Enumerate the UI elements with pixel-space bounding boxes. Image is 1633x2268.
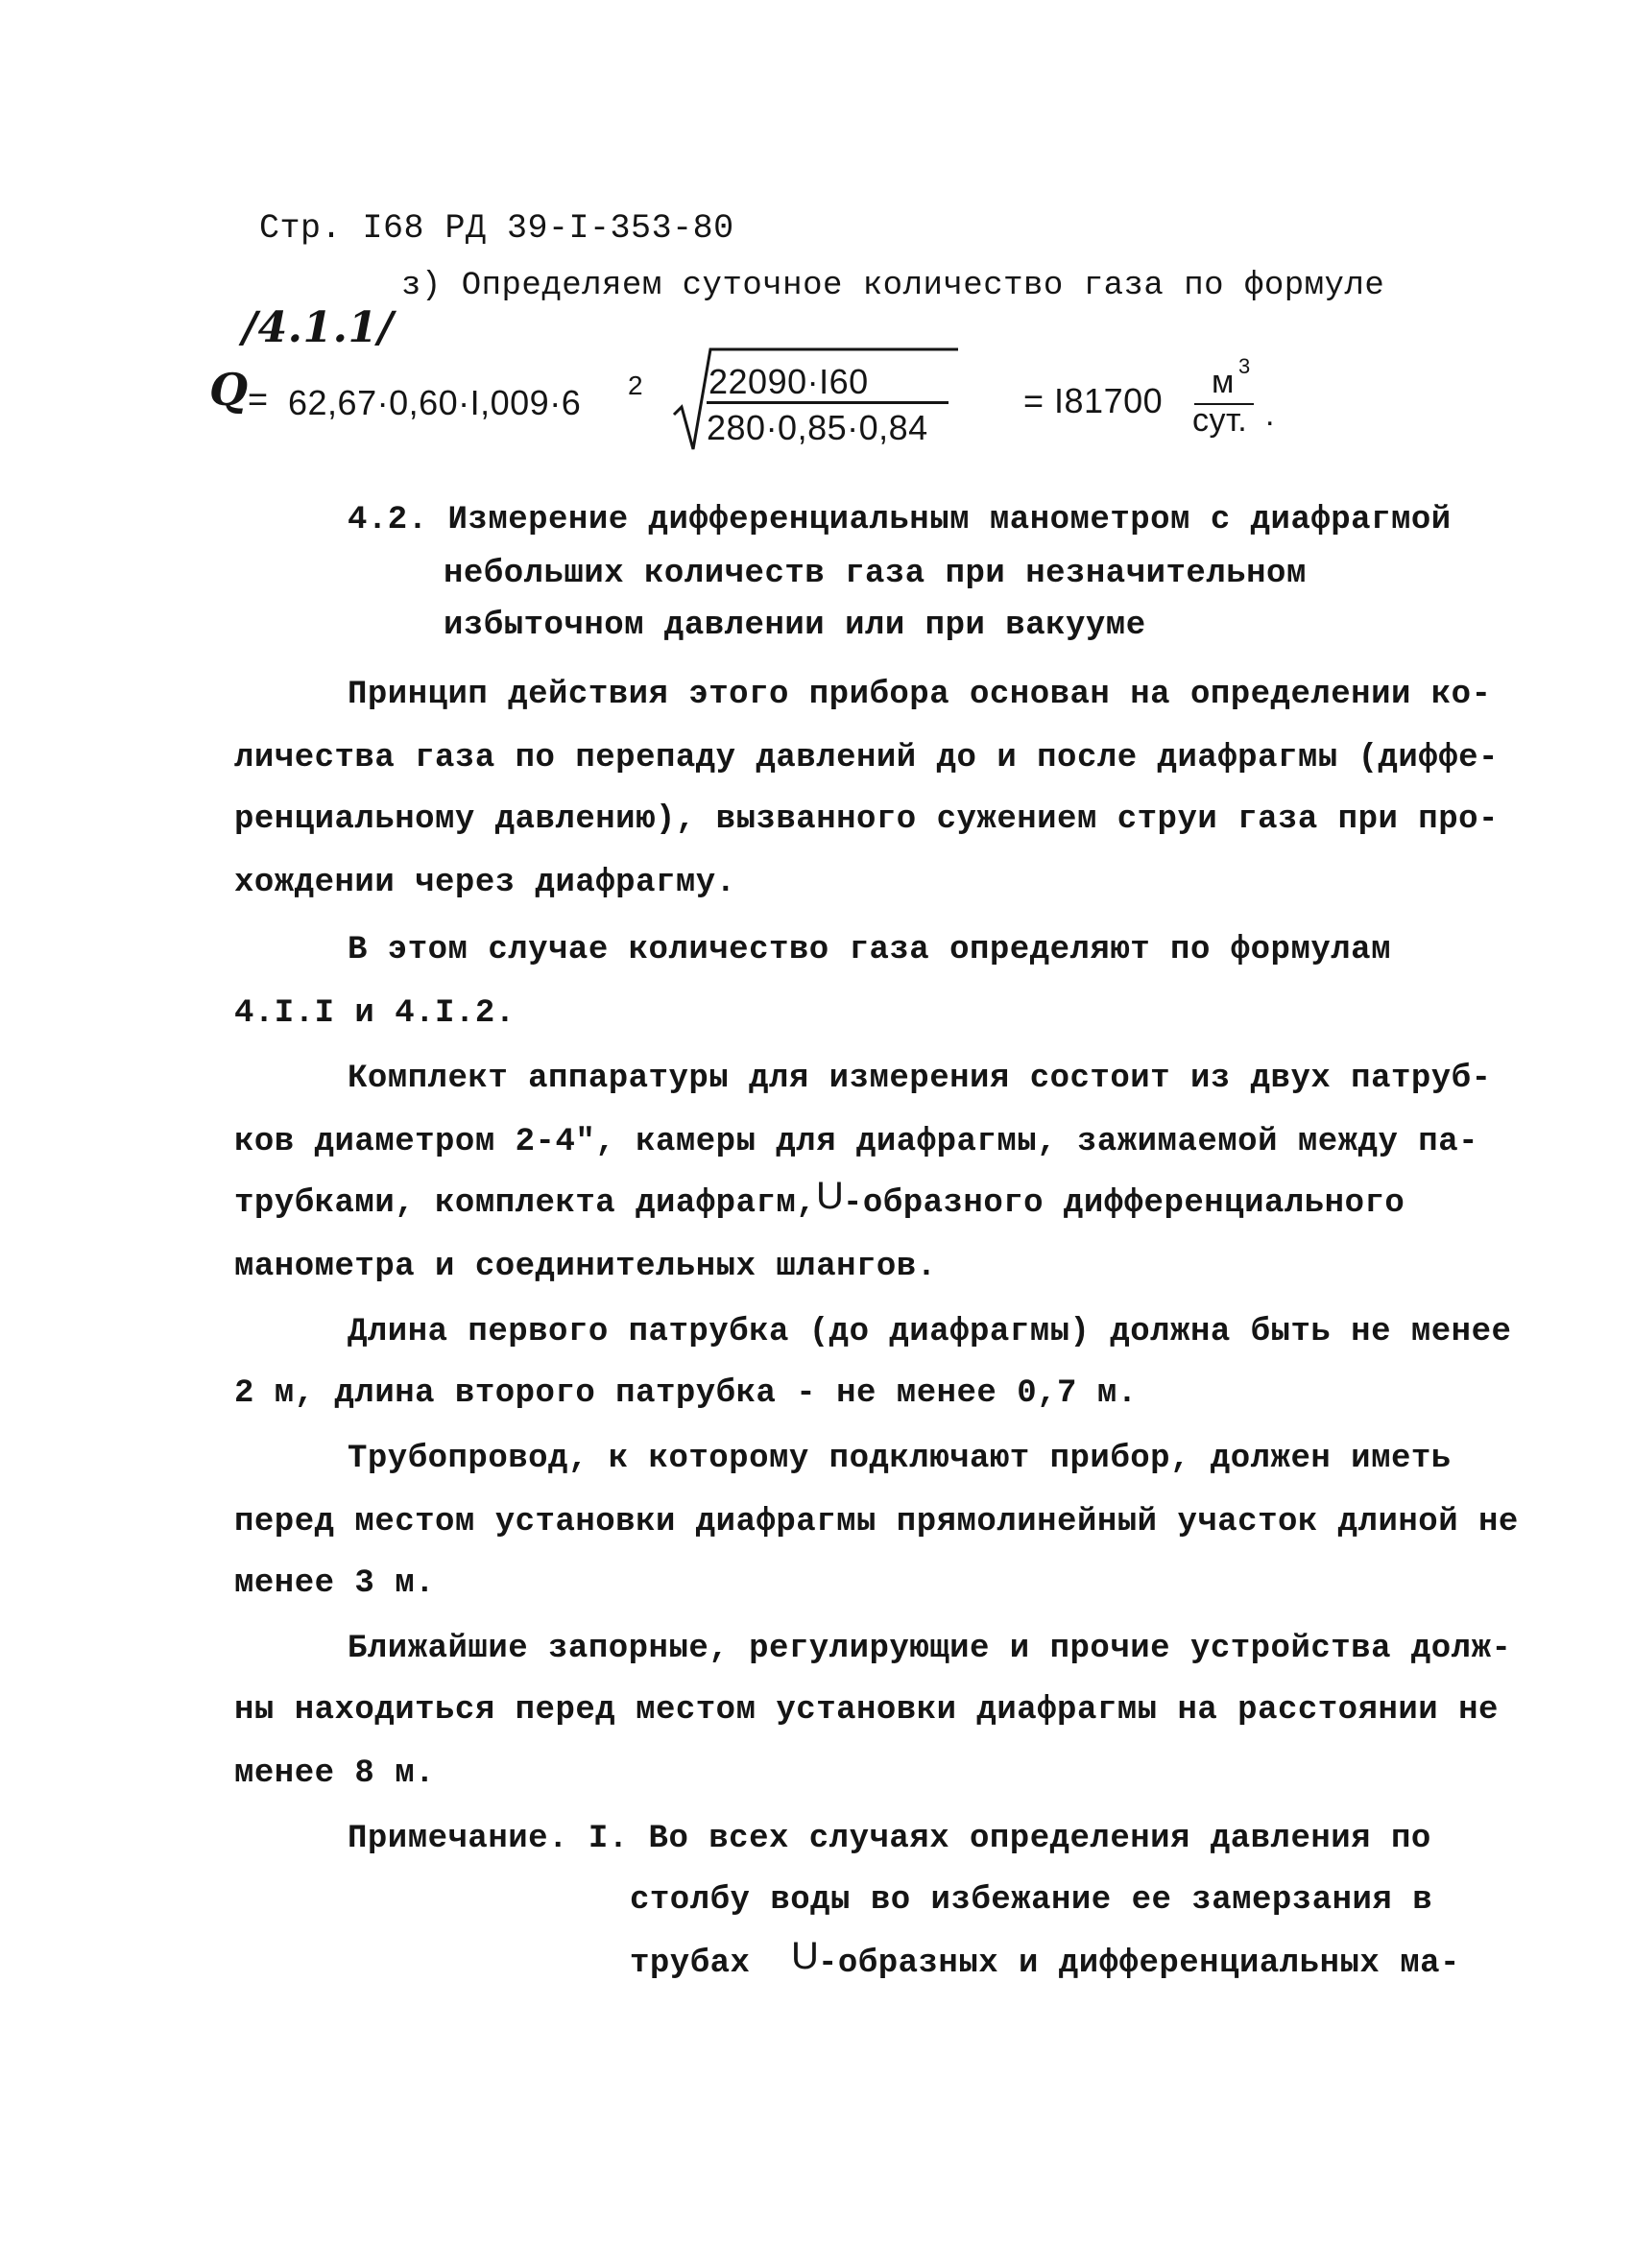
paragraph-4-line-1: Длина первого патрубка (до диафрагмы) должна быть не менее xyxy=(348,1314,1512,1350)
paragraph-4-line-2: 2 м, длина второго патрубка - не менее 0,7 м. xyxy=(234,1375,1138,1412)
unit-denominator: сут. xyxy=(1192,402,1248,439)
note-line-3b: -образных и дифференциальных ма- xyxy=(818,1946,1460,1982)
unit-power: 3 xyxy=(1238,354,1251,378)
paragraph-6-line-1: Ближайшие запорные, регулирующие и прочие устройства долж- xyxy=(348,1631,1512,1667)
formula-numerator: 22090·I60 xyxy=(708,362,869,401)
u-tube-symbol: U xyxy=(816,1175,845,1217)
paragraph-2-line-2: 4.I.I и 4.I.2. xyxy=(234,995,516,1032)
paragraph-1-line-2: личества газа по перепаду давлений до и после диафрагмы (диффе- xyxy=(234,740,1499,776)
formula-result: = I81700 xyxy=(1023,381,1164,420)
unit-numerator: м xyxy=(1212,364,1235,400)
paragraph-3-line-2: ков диаметром 2-4", камеры для диафрагмы, зажимаемой между па- xyxy=(234,1124,1479,1160)
handwritten-formula-ref: /4.1.1/ xyxy=(242,303,395,352)
formula-q-symbol: Q xyxy=(209,364,249,416)
paragraph-2-line-1: В этом случае количество газа определяют по формулам xyxy=(348,932,1391,968)
paragraph-6-line-2: ны находиться перед местом установки диафрагмы на расстоянии не xyxy=(234,1692,1499,1729)
note-line-3a: трубах xyxy=(630,1946,751,1982)
u-tube-symbol-note: U xyxy=(791,1935,820,1977)
paragraph-1-line-1: Принцип действия этого прибора основан на определении ко- xyxy=(348,677,1492,713)
paragraph-3-line-1: Комплект аппаратуры для измерения состоит из двух патруб- xyxy=(348,1061,1492,1097)
formula-end-period: . xyxy=(1265,396,1275,433)
formula-equals: = xyxy=(248,379,269,418)
paragraph-3-line-4: манометра и соединительных шлангов. xyxy=(234,1249,937,1285)
paragraph-3-line-3b: -образного дифференциального xyxy=(843,1185,1405,1222)
paragraph-1-line-4: хождении через диафрагму. xyxy=(234,865,736,901)
paragraph-3-line-3a: трубками, комплекта диафрагм, xyxy=(234,1185,817,1222)
formula-intro: з) Определяем суточное количество газа по формуле xyxy=(401,268,1385,304)
formula-power: 2 xyxy=(628,370,644,400)
paragraph-6-line-3: менее 8 м. xyxy=(234,1755,436,1792)
section-heading-line-3: избыточном давлении или при вакууме xyxy=(444,608,1146,644)
formula-denominator: 280·0,85·0,84 xyxy=(707,408,928,447)
page-header: Стр. I68 РД 39-I-353-80 xyxy=(259,209,734,248)
paragraph-5-line-1: Трубопровод, к которому подключают прибор, должен иметь xyxy=(348,1441,1452,1477)
paragraph-1-line-3: ренциальному давлению), вызванного сужением струи газа при про- xyxy=(234,801,1499,838)
section-heading-line-2: небольших количеств газа при незначительном xyxy=(444,556,1307,592)
note-line-2: столбу воды во избежание ее замерзания в xyxy=(630,1882,1433,1919)
paragraph-5-line-3: менее 3 м. xyxy=(234,1565,436,1602)
note-line-1: Примечание. I. Во всех случаях определения давления по xyxy=(348,1821,1431,1857)
fraction-bar xyxy=(707,401,949,404)
paragraph-5-line-2: перед местом установки диафрагмы прямолинейный участок длиной не xyxy=(234,1504,1519,1540)
formula-coefficients: 62,67·0,60·I,009·6 xyxy=(288,383,582,422)
section-heading-line-1: 4.2. Измерение дифференциальным манометром с диафрагмой xyxy=(348,502,1452,538)
